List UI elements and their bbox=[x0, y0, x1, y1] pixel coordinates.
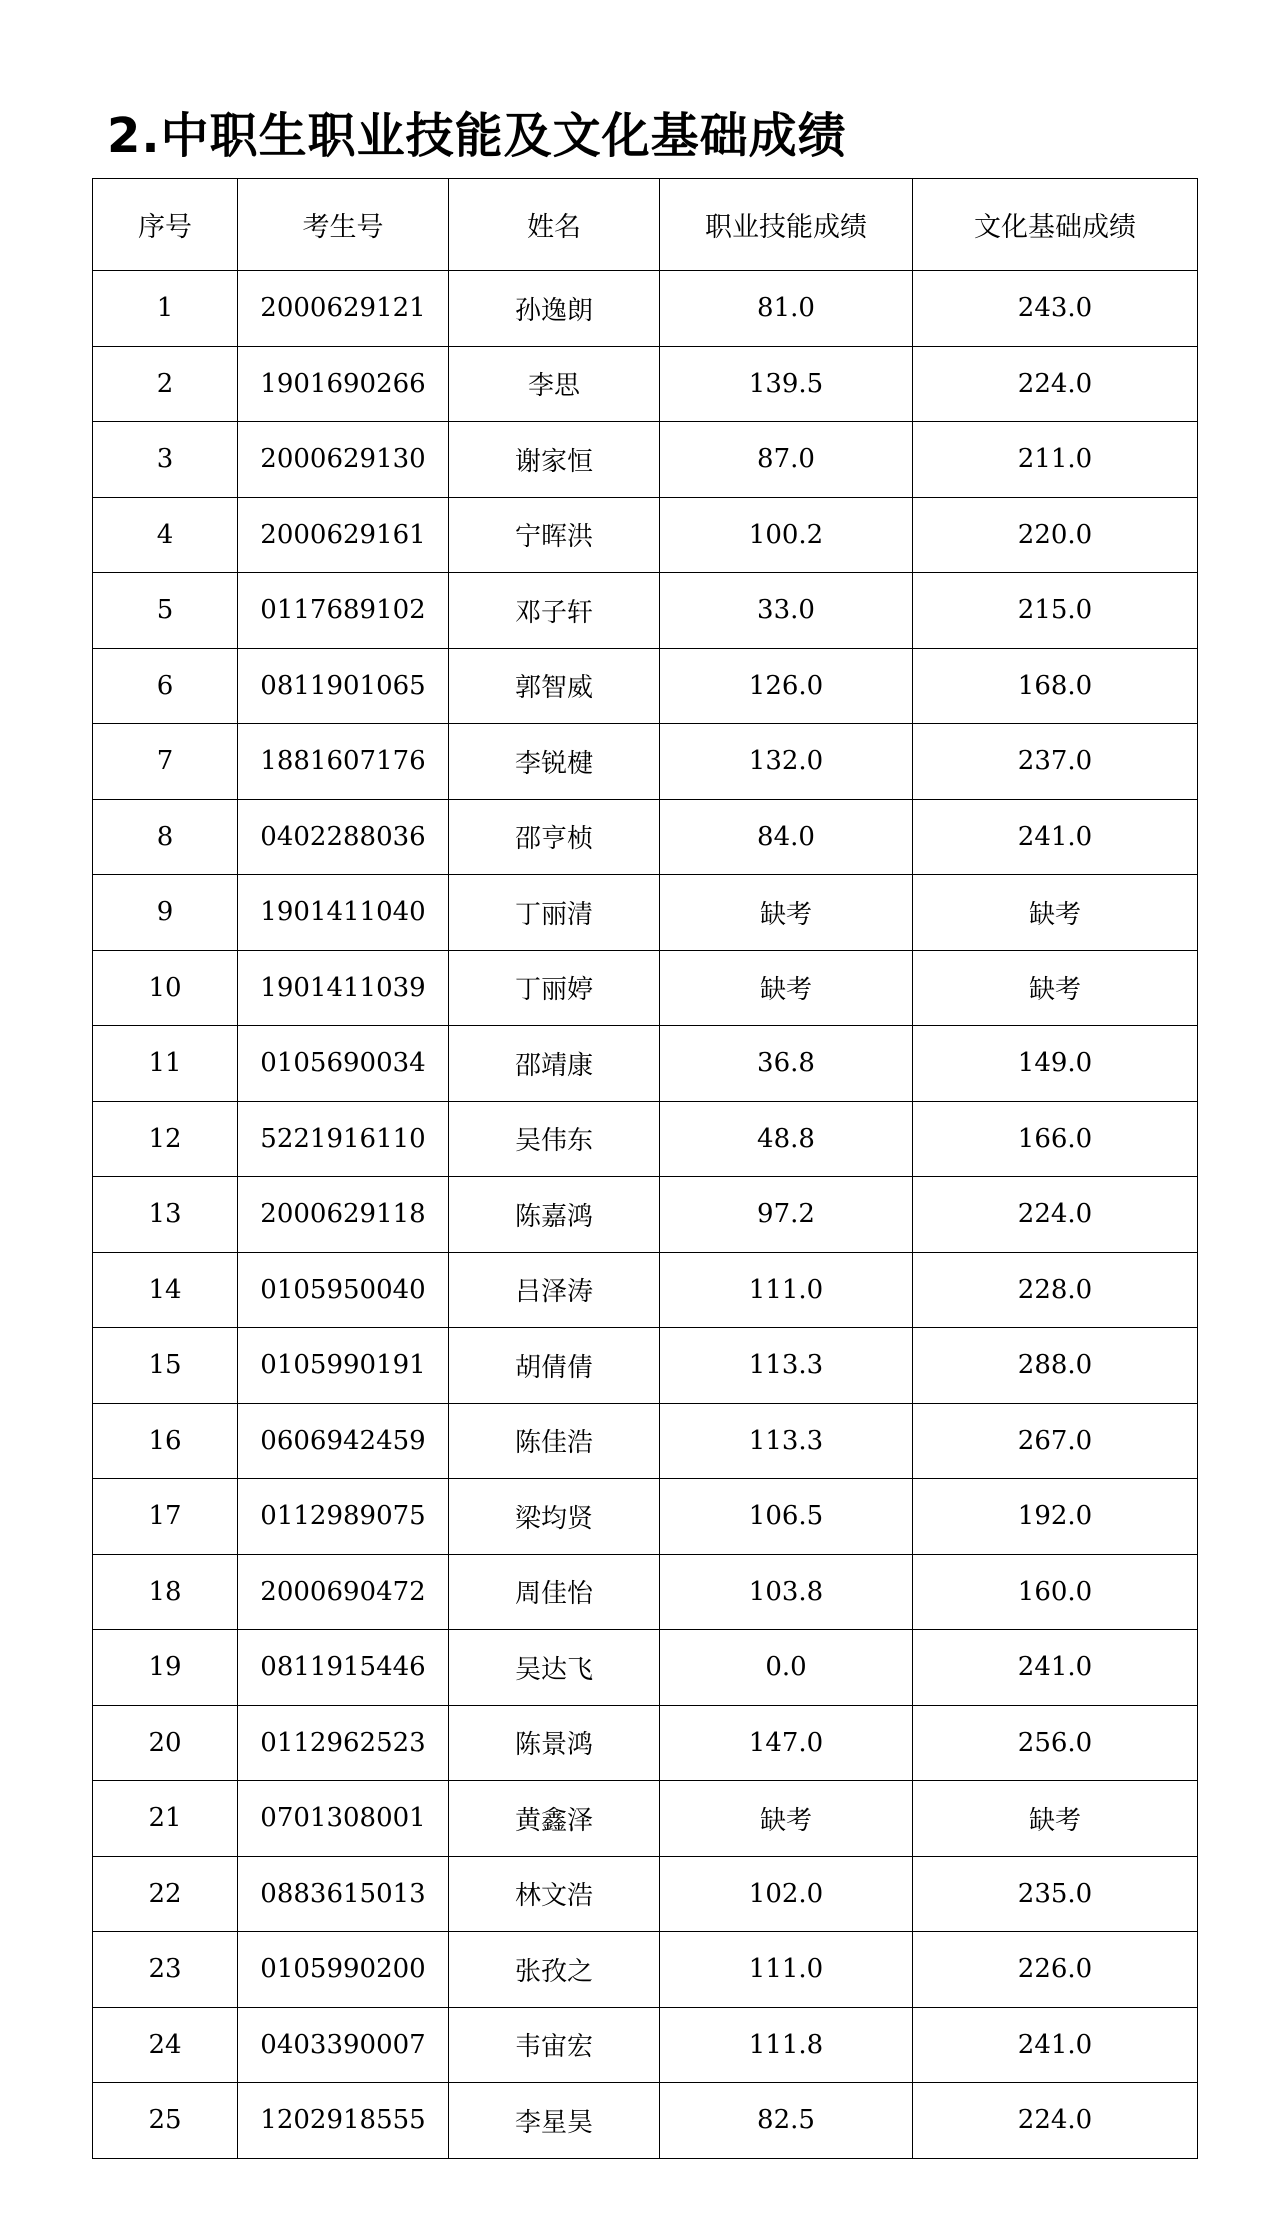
cell-skill-score: 139.5 bbox=[660, 346, 913, 422]
cell-skill-score: 84.0 bbox=[660, 799, 913, 875]
cell-exam-id: 1901411040 bbox=[238, 875, 449, 951]
cell-exam-id: 0403390007 bbox=[238, 2007, 449, 2083]
cell-culture-score: 228.0 bbox=[913, 1252, 1198, 1328]
cell-seq: 7 bbox=[93, 724, 238, 800]
cell-seq: 24 bbox=[93, 2007, 238, 2083]
cell-seq: 13 bbox=[93, 1177, 238, 1253]
cell-seq: 1 bbox=[93, 271, 238, 347]
cell-skill-score: 111.0 bbox=[660, 1932, 913, 2008]
cell-culture-score: 226.0 bbox=[913, 1932, 1198, 2008]
cell-exam-id: 2000690472 bbox=[238, 1554, 449, 1630]
header-exam-id: 考生号 bbox=[238, 179, 449, 271]
cell-culture-score: 288.0 bbox=[913, 1328, 1198, 1404]
cell-seq: 16 bbox=[93, 1403, 238, 1479]
table-row bbox=[93, 1252, 1198, 1328]
table-row bbox=[93, 1630, 1198, 1706]
cell-name: 吴伟东 bbox=[449, 1101, 660, 1177]
table-row bbox=[93, 648, 1198, 724]
table-row bbox=[93, 1932, 1198, 2008]
cell-skill-score: 103.8 bbox=[660, 1554, 913, 1630]
table-row bbox=[93, 573, 1198, 649]
cell-skill-score: 113.3 bbox=[660, 1403, 913, 1479]
cell-culture-score: 149.0 bbox=[913, 1026, 1198, 1102]
cell-exam-id: 0105690034 bbox=[238, 1026, 449, 1102]
cell-exam-id: 0701308001 bbox=[238, 1781, 449, 1857]
cell-exam-id: 0105950040 bbox=[238, 1252, 449, 1328]
cell-name: 孙逸朗 bbox=[449, 271, 660, 347]
cell-culture-score: 215.0 bbox=[913, 573, 1198, 649]
cell-exam-id: 0402288036 bbox=[238, 799, 449, 875]
cell-skill-score: 132.0 bbox=[660, 724, 913, 800]
cell-culture-score: 241.0 bbox=[913, 2007, 1198, 2083]
cell-seq: 5 bbox=[93, 573, 238, 649]
cell-culture-score: 241.0 bbox=[913, 799, 1198, 875]
cell-culture-score: 缺考 bbox=[913, 950, 1198, 1026]
cell-name: 胡倩倩 bbox=[449, 1328, 660, 1404]
cell-seq: 6 bbox=[93, 648, 238, 724]
cell-culture-score: 166.0 bbox=[913, 1101, 1198, 1177]
table-row bbox=[93, 497, 1198, 573]
cell-culture-score: 缺考 bbox=[913, 875, 1198, 951]
cell-name: 张孜之 bbox=[449, 1932, 660, 2008]
cell-name: 陈佳浩 bbox=[449, 1403, 660, 1479]
cell-name: 陈景鸿 bbox=[449, 1705, 660, 1781]
cell-exam-id: 0112989075 bbox=[238, 1479, 449, 1555]
cell-seq: 8 bbox=[93, 799, 238, 875]
cell-name: 韦宙宏 bbox=[449, 2007, 660, 2083]
table-row bbox=[93, 2083, 1198, 2159]
cell-exam-id: 0117689102 bbox=[238, 573, 449, 649]
cell-exam-id: 0105990200 bbox=[238, 1932, 449, 2008]
cell-seq: 14 bbox=[93, 1252, 238, 1328]
cell-name: 吕泽涛 bbox=[449, 1252, 660, 1328]
cell-exam-id: 1901690266 bbox=[238, 346, 449, 422]
header-name: 姓名 bbox=[449, 179, 660, 271]
cell-seq: 15 bbox=[93, 1328, 238, 1404]
cell-culture-score: 224.0 bbox=[913, 2083, 1198, 2159]
table-row bbox=[93, 1479, 1198, 1555]
table-row bbox=[93, 1177, 1198, 1253]
cell-seq: 25 bbox=[93, 2083, 238, 2159]
table-row bbox=[93, 875, 1198, 951]
cell-culture-score: 192.0 bbox=[913, 1479, 1198, 1555]
table-row bbox=[93, 2007, 1198, 2083]
cell-seq: 4 bbox=[93, 497, 238, 573]
cell-culture-score: 224.0 bbox=[913, 1177, 1198, 1253]
cell-culture-score: 256.0 bbox=[913, 1705, 1198, 1781]
cell-seq: 10 bbox=[93, 950, 238, 1026]
cell-seq: 3 bbox=[93, 422, 238, 498]
cell-culture-score: 267.0 bbox=[913, 1403, 1198, 1479]
cell-culture-score: 168.0 bbox=[913, 648, 1198, 724]
table-row bbox=[93, 271, 1198, 347]
header-seq: 序号 bbox=[93, 179, 238, 271]
table-row bbox=[93, 1328, 1198, 1404]
cell-skill-score: 缺考 bbox=[660, 1781, 913, 1857]
cell-skill-score: 126.0 bbox=[660, 648, 913, 724]
cell-culture-score: 220.0 bbox=[913, 497, 1198, 573]
cell-name: 陈嘉鸿 bbox=[449, 1177, 660, 1253]
table-row bbox=[93, 422, 1198, 498]
cell-exam-id: 0811915446 bbox=[238, 1630, 449, 1706]
cell-skill-score: 48.8 bbox=[660, 1101, 913, 1177]
cell-skill-score: 82.5 bbox=[660, 2083, 913, 2159]
cell-culture-score: 235.0 bbox=[913, 1856, 1198, 1932]
table-row bbox=[93, 1403, 1198, 1479]
cell-seq: 21 bbox=[93, 1781, 238, 1857]
cell-culture-score: 224.0 bbox=[913, 346, 1198, 422]
cell-exam-id: 2000629118 bbox=[238, 1177, 449, 1253]
cell-exam-id: 0112962523 bbox=[238, 1705, 449, 1781]
cell-culture-score: 241.0 bbox=[913, 1630, 1198, 1706]
cell-skill-score: 缺考 bbox=[660, 950, 913, 1026]
cell-name: 丁丽婷 bbox=[449, 950, 660, 1026]
cell-seq: 9 bbox=[93, 875, 238, 951]
header-skill-score: 职业技能成绩 bbox=[660, 179, 913, 271]
cell-exam-id: 2000629121 bbox=[238, 271, 449, 347]
cell-seq: 19 bbox=[93, 1630, 238, 1706]
cell-exam-id: 1202918555 bbox=[238, 2083, 449, 2159]
cell-skill-score: 113.3 bbox=[660, 1328, 913, 1404]
table-header-row bbox=[93, 179, 1198, 271]
page-title: 2.中职生职业技能及文化基础成绩 bbox=[107, 108, 847, 164]
cell-exam-id: 0606942459 bbox=[238, 1403, 449, 1479]
cell-skill-score: 147.0 bbox=[660, 1705, 913, 1781]
cell-skill-score: 36.8 bbox=[660, 1026, 913, 1102]
cell-skill-score: 81.0 bbox=[660, 271, 913, 347]
cell-skill-score: 111.8 bbox=[660, 2007, 913, 2083]
table-row bbox=[93, 1856, 1198, 1932]
cell-name: 邓子轩 bbox=[449, 573, 660, 649]
cell-seq: 17 bbox=[93, 1479, 238, 1555]
cell-skill-score: 缺考 bbox=[660, 875, 913, 951]
score-table bbox=[92, 178, 1198, 2159]
cell-culture-score: 160.0 bbox=[913, 1554, 1198, 1630]
cell-seq: 20 bbox=[93, 1705, 238, 1781]
cell-name: 梁均贤 bbox=[449, 1479, 660, 1555]
table-row bbox=[93, 346, 1198, 422]
table-row bbox=[93, 1554, 1198, 1630]
header-culture-score: 文化基础成绩 bbox=[913, 179, 1198, 271]
cell-name: 李思 bbox=[449, 346, 660, 422]
table-row bbox=[93, 950, 1198, 1026]
cell-culture-score: 243.0 bbox=[913, 271, 1198, 347]
table-row bbox=[93, 1026, 1198, 1102]
cell-name: 谢家恒 bbox=[449, 422, 660, 498]
cell-exam-id: 2000629161 bbox=[238, 497, 449, 573]
table-row bbox=[93, 1705, 1198, 1781]
cell-name: 李锐楗 bbox=[449, 724, 660, 800]
cell-seq: 18 bbox=[93, 1554, 238, 1630]
cell-name: 宁晖洪 bbox=[449, 497, 660, 573]
cell-skill-score: 33.0 bbox=[660, 573, 913, 649]
cell-name: 黄鑫泽 bbox=[449, 1781, 660, 1857]
cell-skill-score: 100.2 bbox=[660, 497, 913, 573]
cell-exam-id: 2000629130 bbox=[238, 422, 449, 498]
table-body bbox=[93, 271, 1198, 2159]
cell-seq: 2 bbox=[93, 346, 238, 422]
cell-exam-id: 0811901065 bbox=[238, 648, 449, 724]
table-row bbox=[93, 1781, 1198, 1857]
cell-skill-score: 111.0 bbox=[660, 1252, 913, 1328]
cell-exam-id: 1881607176 bbox=[238, 724, 449, 800]
cell-seq: 12 bbox=[93, 1101, 238, 1177]
cell-exam-id: 1901411039 bbox=[238, 950, 449, 1026]
cell-seq: 22 bbox=[93, 1856, 238, 1932]
cell-exam-id: 0883615013 bbox=[238, 1856, 449, 1932]
cell-skill-score: 97.2 bbox=[660, 1177, 913, 1253]
cell-culture-score: 缺考 bbox=[913, 1781, 1198, 1857]
cell-name: 李星昊 bbox=[449, 2083, 660, 2159]
cell-seq: 11 bbox=[93, 1026, 238, 1102]
table-row bbox=[93, 799, 1198, 875]
cell-skill-score: 102.0 bbox=[660, 1856, 913, 1932]
cell-name: 丁丽清 bbox=[449, 875, 660, 951]
cell-exam-id: 5221916110 bbox=[238, 1101, 449, 1177]
cell-exam-id: 0105990191 bbox=[238, 1328, 449, 1404]
cell-culture-score: 211.0 bbox=[913, 422, 1198, 498]
cell-name: 吴达飞 bbox=[449, 1630, 660, 1706]
cell-culture-score: 237.0 bbox=[913, 724, 1198, 800]
cell-name: 郭智威 bbox=[449, 648, 660, 724]
cell-name: 林文浩 bbox=[449, 1856, 660, 1932]
cell-skill-score: 106.5 bbox=[660, 1479, 913, 1555]
cell-skill-score: 0.0 bbox=[660, 1630, 913, 1706]
cell-name: 周佳怡 bbox=[449, 1554, 660, 1630]
table-row bbox=[93, 724, 1198, 800]
cell-seq: 23 bbox=[93, 1932, 238, 2008]
table-row bbox=[93, 1101, 1198, 1177]
cell-skill-score: 87.0 bbox=[660, 422, 913, 498]
cell-name: 邵亨桢 bbox=[449, 799, 660, 875]
cell-name: 邵靖康 bbox=[449, 1026, 660, 1102]
